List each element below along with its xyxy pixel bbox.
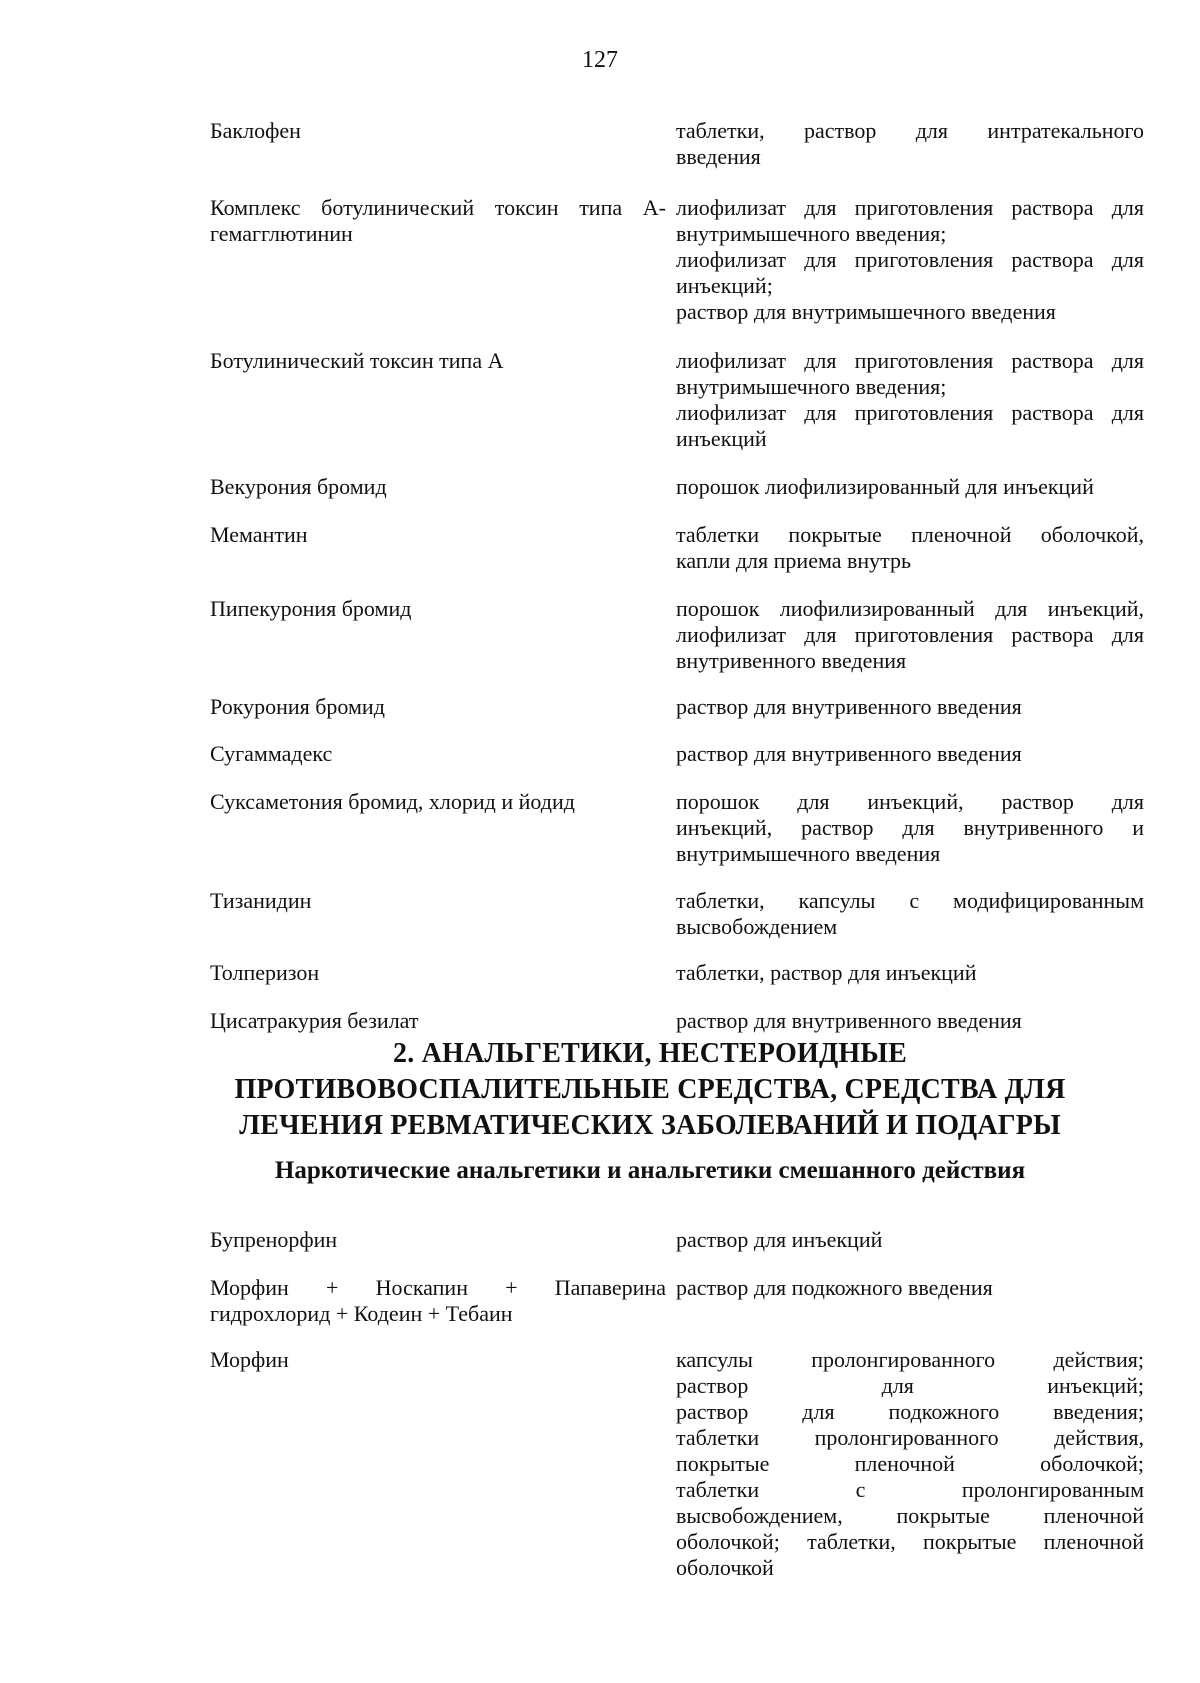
dosage-form <box>676 694 1144 720</box>
text-line: раствор для инъекций <box>676 1227 883 1252</box>
text-line: Векурония бромид <box>210 474 387 499</box>
text-line: Морфин + Носкапин + Папаверина <box>210 1275 666 1300</box>
text-line: Комплекс ботулинический токсин типа А- <box>210 195 666 220</box>
text-line: Пипекурония бромид <box>210 596 412 621</box>
drug-name <box>210 694 666 720</box>
text-line: гемагглютинин <box>210 221 353 246</box>
text-line: таблетки пролонгированного действия, <box>676 1425 1144 1450</box>
dosage-form <box>676 474 1144 500</box>
text-line: таблетки, раствор для инъекций <box>676 960 977 985</box>
text-line: лиофилизат для приготовления раствора для <box>676 247 1144 272</box>
text-line: внутривенного введения <box>676 648 907 673</box>
text-line: лиофилизат для приготовления раствора для <box>676 348 1144 373</box>
section-heading-line: 2. АНАЛЬГЕТИКИ, НЕСТЕРОИДНЫЕ <box>393 1038 907 1069</box>
text-line: раствор для подкожного введения <box>676 1275 993 1300</box>
text-line: Бупренорфин <box>210 1227 338 1252</box>
text-line: Баклофен <box>210 118 301 143</box>
text-line: Толперизон <box>210 960 320 985</box>
drug-name <box>210 789 666 815</box>
text-line: инъекций, раствор для внутривенного и <box>676 815 1144 840</box>
drug-name <box>210 1275 666 1327</box>
text-line: инъекций; <box>676 273 773 298</box>
section-heading-line: ПРОТИВОВОСПАЛИТЕЛЬНЫЕ СРЕДСТВА, СРЕДСТВА ДЛЯ <box>234 1074 1066 1105</box>
text-line: лиофилизат для приготовления раствора для <box>676 195 1144 220</box>
dosage-form <box>676 348 1144 452</box>
text-line: порошок лиофилизированный для инъекций <box>676 474 1094 499</box>
text-line: Рокурония бромид <box>210 694 385 719</box>
text-line: введения <box>676 144 761 169</box>
dosage-form <box>676 960 1144 986</box>
text-line: капсулы пролонгированного действия; <box>676 1347 1144 1372</box>
dosage-form <box>676 195 1144 325</box>
text-line: капли для приема внутрь <box>676 548 912 573</box>
text-line: Суксаметония бромид, хлорид и йодид <box>210 789 575 814</box>
drug-name <box>210 474 666 500</box>
dosage-form <box>676 741 1144 767</box>
text-line: лиофилизат для приготовления раствора для <box>676 400 1144 425</box>
drug-name <box>210 1347 666 1373</box>
text-line: раствор для внутримышечного введения <box>676 299 1056 324</box>
drug-name <box>210 1008 666 1034</box>
dosage-form <box>676 1347 1144 1581</box>
dosage-form <box>676 1275 1144 1301</box>
text-line: гидрохлорид + Кодеин + Тебаин <box>210 1301 513 1326</box>
dosage-form <box>676 789 1144 867</box>
text-line: внутримышечного введения <box>676 841 941 866</box>
text-line: таблетки покрытые пленочной оболочкой, <box>676 522 1144 547</box>
text-line: внутримышечного введения; <box>676 374 947 399</box>
section-heading-line: ЛЕЧЕНИЯ РЕВМАТИЧЕСКИХ ЗАБОЛЕВАНИЙ И ПОДАГРЫ <box>239 1110 1061 1141</box>
text-line: внутримышечного введения; <box>676 221 947 246</box>
text-line: таблетки, раствор для интратекального <box>676 118 1144 143</box>
text-line: раствор для внутривенного введения <box>676 741 1022 766</box>
section-heading <box>200 1036 1100 1144</box>
dosage-form <box>676 596 1144 674</box>
drug-name <box>210 888 666 914</box>
text-line: раствор для внутривенного введения <box>676 694 1022 719</box>
dosage-form <box>676 1227 1144 1253</box>
dosage-form <box>676 118 1144 170</box>
drug-name <box>210 741 666 767</box>
drug-name <box>210 348 666 374</box>
text-line: Морфин <box>210 1347 289 1372</box>
dosage-form <box>676 888 1144 940</box>
drug-name <box>210 1227 666 1253</box>
text-line: покрытые пленочной оболочкой; <box>676 1451 1144 1476</box>
text-line: высвобождением, покрытые пленочной <box>676 1503 1144 1528</box>
text-line: оболочкой <box>676 1555 774 1580</box>
text-line: инъекций <box>676 426 767 451</box>
drug-name <box>210 118 666 144</box>
text-line: раствор для внутривенного введения <box>676 1008 1022 1033</box>
text-line: раствор для подкожного введения; <box>676 1399 1144 1424</box>
text-line: раствор для инъекций; <box>676 1373 1144 1398</box>
text-line: таблетки с пролонгированным <box>676 1477 1144 1502</box>
drug-name <box>210 960 666 986</box>
page-number: 127 <box>582 47 618 73</box>
text-line: порошок лиофилизированный для инъекций, <box>676 596 1144 621</box>
text-line: порошок для инъекций, раствор для <box>676 789 1144 814</box>
text-line: высвобождением <box>676 914 838 939</box>
text-line: Ботулинический токсин типа А <box>210 348 504 373</box>
text-line: Тизанидин <box>210 888 312 913</box>
drug-name <box>210 596 666 622</box>
text-line: лиофилизат для приготовления раствора для <box>676 622 1144 647</box>
text-line: Цисатракурия безилат <box>210 1008 419 1033</box>
subsection-heading: Наркотические анальгетики и анальгетики смешанного действия <box>274 1157 1026 1184</box>
text-line: Мемантин <box>210 522 308 547</box>
dosage-form <box>676 522 1144 574</box>
text-line: Сугаммадекс <box>210 741 333 766</box>
text-line: таблетки, капсулы с модифицированным <box>676 888 1144 913</box>
dosage-form <box>676 1008 1144 1034</box>
drug-name <box>210 522 666 548</box>
drug-name <box>210 195 666 247</box>
text-line: оболочкой; таблетки, покрытые пленочной <box>676 1529 1144 1554</box>
